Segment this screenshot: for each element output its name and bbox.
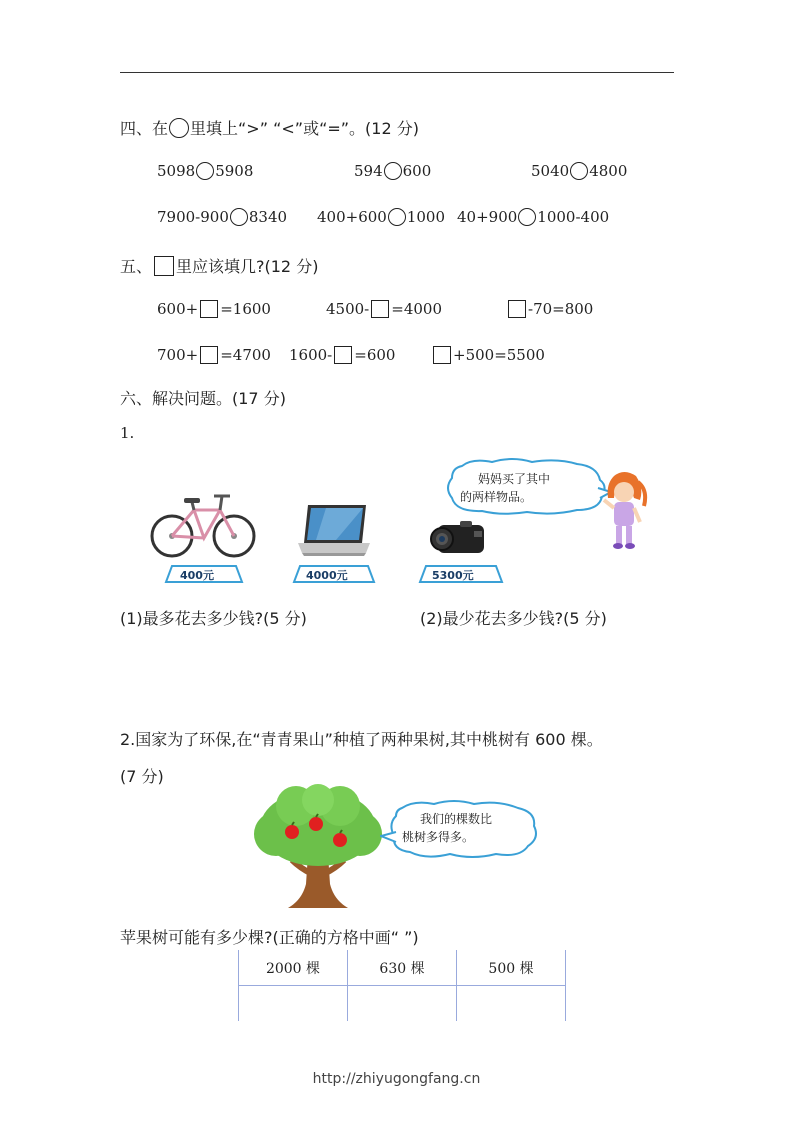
fill-left: 600+: [157, 300, 199, 318]
compare-6: [457, 208, 609, 226]
fill-right: =600: [354, 346, 396, 364]
subquestion-1: (1)最多花去多少钱?(5 分): [120, 609, 307, 628]
footer-url: http://zhiyugongfang.cn: [312, 1071, 481, 1087]
fill-6: [431, 346, 545, 364]
compare-right: 1000-400: [537, 208, 610, 226]
fill-right: =4000: [391, 300, 442, 318]
speech-line: 妈妈买了其中: [478, 472, 551, 486]
laptop-icon: [296, 503, 372, 557]
speech-text-1: [460, 470, 551, 506]
apple-tree-icon: [252, 784, 384, 912]
compare-left: 40+900: [457, 208, 518, 226]
fill-right: -70=800: [528, 300, 594, 318]
fill-2: [326, 300, 442, 318]
question2-text: 2.国家为了环保,在“青青果山”种植了两种果树,其中桃树有 600 棵。: [120, 730, 603, 749]
answer-box[interactable]: [371, 300, 389, 318]
top-rule: [120, 72, 674, 73]
fill-3: [506, 300, 593, 318]
price-camcorder: 5300元: [432, 569, 474, 582]
speech-text-2: [402, 810, 493, 846]
section5-title-b: 里应该填几?(12 分): [176, 257, 319, 276]
fill-right: +500=5500: [453, 346, 545, 364]
fill-right: =1600: [220, 300, 271, 318]
bicycle-icon: [150, 488, 256, 560]
compare-5: [317, 208, 445, 226]
section4-title: [120, 116, 419, 139]
checkbox-cell[interactable]: [348, 986, 457, 1022]
question1-number: 1.: [120, 424, 135, 442]
question2-prompt: 苹果树可能有多少棵?(正确的方格中画“ ”): [120, 928, 419, 947]
camcorder-icon: [430, 517, 490, 559]
fill-1: [157, 300, 271, 318]
fill-left: 4500-: [326, 300, 370, 318]
girl-icon: [600, 470, 648, 550]
square-icon: [154, 256, 174, 276]
compare-right: 600: [402, 162, 432, 180]
speech-line: 桃树多得多。: [402, 830, 475, 844]
compare-left: 5098: [157, 162, 196, 180]
fill-4: [157, 346, 271, 364]
option-500: 500 棵: [457, 950, 566, 986]
compare-left: 7900-900: [157, 208, 229, 226]
compare-left: 594: [354, 162, 383, 180]
checkbox-cell[interactable]: [239, 986, 348, 1022]
question2-points: (7 分): [120, 767, 164, 786]
price-bicycle: 400元: [180, 569, 214, 582]
compare-1: [157, 162, 253, 180]
answer-circle[interactable]: [570, 162, 588, 180]
answer-box[interactable]: [334, 346, 352, 364]
compare-right: 1000: [406, 208, 446, 226]
section5-title: [120, 254, 318, 277]
checkbox-cell[interactable]: [457, 986, 566, 1022]
compare-left: 5040: [531, 162, 570, 180]
section4-title-a: 四、在: [120, 119, 169, 138]
fill-right: =4700: [220, 346, 271, 364]
answer-table: [238, 950, 566, 1021]
speech-line: 的两样物品。: [460, 490, 533, 504]
fill-5: [289, 346, 395, 364]
answer-box[interactable]: [200, 300, 218, 318]
answer-box[interactable]: [433, 346, 451, 364]
circle-icon: [169, 118, 189, 138]
fill-left: 700+: [157, 346, 199, 364]
compare-left: 400+600: [317, 208, 387, 226]
answer-circle[interactable]: [384, 162, 402, 180]
fill-left: 1600-: [289, 346, 333, 364]
option-2000: 2000 棵: [239, 950, 348, 986]
option-630: 630 棵: [348, 950, 457, 986]
answer-box[interactable]: [200, 346, 218, 364]
section4-title-b: 里填上“>” “<”或“=”。(12 分): [190, 119, 419, 138]
compare-right: 4800: [589, 162, 628, 180]
compare-3: [531, 162, 627, 180]
compare-4: [157, 208, 287, 226]
answer-circle[interactable]: [518, 208, 536, 226]
answer-box[interactable]: [508, 300, 526, 318]
compare-right: 5908: [215, 162, 254, 180]
section5-title-a: 五、: [120, 257, 153, 276]
answer-circle[interactable]: [388, 208, 406, 226]
compare-2: [354, 162, 431, 180]
answer-circle[interactable]: [230, 208, 248, 226]
answer-circle[interactable]: [196, 162, 214, 180]
compare-right: 8340: [248, 208, 288, 226]
price-laptop: 4000元: [306, 569, 348, 582]
section6-title: 六、解决问题。(17 分): [120, 389, 286, 408]
subquestion-2: (2)最少花去多少钱?(5 分): [420, 609, 607, 628]
speech-line: 我们的棵数比: [420, 812, 493, 826]
